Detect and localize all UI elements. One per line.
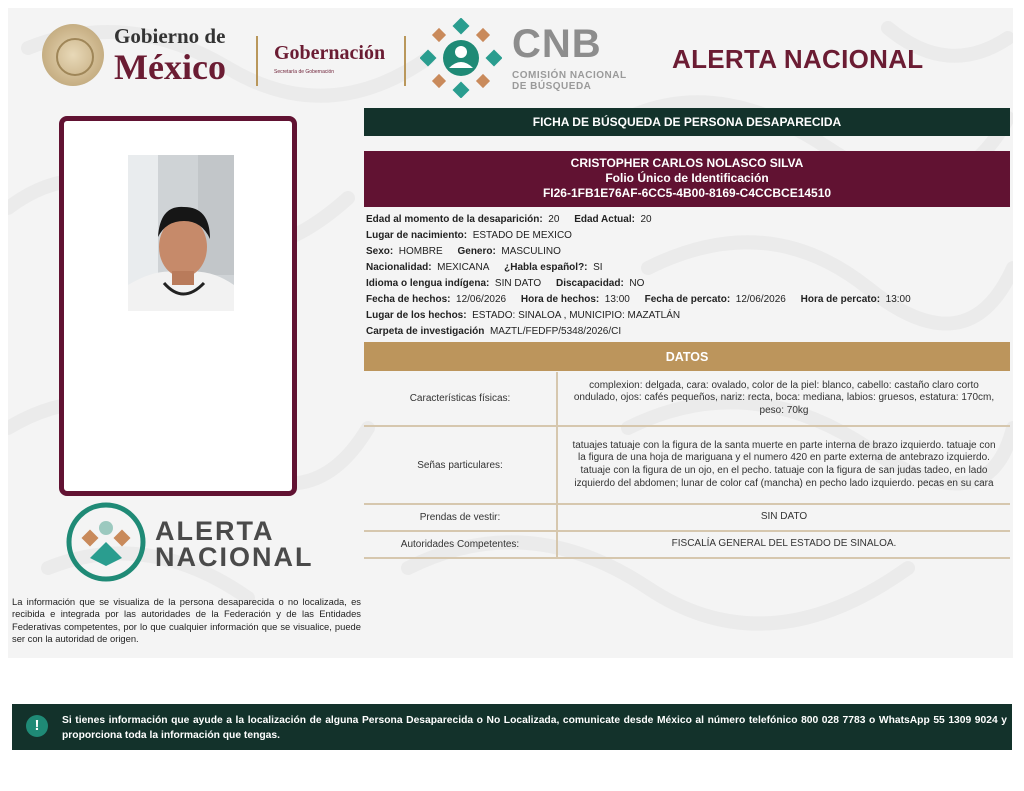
datos-header: DATOS: [364, 342, 1010, 371]
gob-line1: Gobierno de: [114, 23, 226, 48]
info-label: Edad Actual:: [574, 214, 635, 225]
alerta-nacional-emblem-icon: [66, 502, 146, 582]
datos-table: [364, 372, 1010, 559]
info-value: 20: [640, 214, 652, 225]
info-label: Fecha de hechos:: [366, 294, 451, 305]
cnb-line1: COMISIÓN NACIONAL: [512, 70, 627, 81]
info-row-fechas: [366, 294, 911, 305]
alerta-logo-line1: ALERTA: [155, 516, 275, 546]
gob-line2: México: [114, 46, 226, 87]
info-row-lugar: [366, 310, 680, 321]
info-label: Nacionalidad:: [366, 262, 432, 273]
info-label: Carpeta de investigación: [366, 326, 485, 337]
info-value: 12/06/2026: [735, 294, 786, 305]
info-value: NO: [629, 278, 645, 289]
info-value: 13:00: [604, 294, 630, 305]
info-row-lengua: [366, 278, 644, 289]
info-value: MASCULINO: [501, 246, 561, 257]
info-value: ESTADO: SINALOA , MUNICIPIO: MAZATLÁN: [472, 310, 681, 321]
ficha-title-bar: FICHA DE BÚSQUEDA DE PERSONA DESAPARECIDA: [364, 108, 1010, 136]
folio-label: Folio Único de Identificación: [605, 171, 769, 185]
alerta-logo-line2: NACIONAL: [155, 542, 314, 572]
info-value: SIN DATO: [494, 278, 542, 289]
person-name: CRISTOPHER CARLOS NOLASCO SILVA: [570, 156, 804, 170]
info-label: Discapacidad:: [556, 278, 624, 289]
row-label: Señas particulares:: [364, 426, 557, 504]
gobernacion-subtitle: Secretaría de Gobernación: [274, 69, 335, 75]
row-value: complexion: delgada, cara: ovalado, color de la piel: blanco, cabello: castaño claro corto ondulado, ojos: cafés pequeños, nariz: recta, boca: mediana, labios: gruesos, estatura: 170cm, peso: 70kg: [557, 372, 1010, 426]
info-value: SI: [593, 262, 603, 273]
info-row-sexo: [366, 246, 561, 257]
alerta-nacional-logo-text: [155, 518, 314, 570]
info-value: 12/06/2026: [456, 294, 507, 305]
person-identity-box: [364, 151, 1010, 207]
info-value: MEXICANA: [437, 262, 490, 273]
contact-text: Si tienes información que ayude a la localización de alguna Persona Desaparecida o No Localizada, comunicate desde México al número telefónico 800 028 7783 o WhatsApp 55 1309 9024 y proporciona toda la información que tengas.: [62, 715, 1007, 741]
page-title: ALERTA NACIONAL: [672, 44, 924, 74]
table-row: [364, 426, 1010, 504]
table-row: [364, 372, 1010, 426]
exclamation-icon: !: [26, 715, 48, 737]
row-label: Características físicas:: [364, 372, 557, 426]
info-label: Lugar de los hechos:: [366, 310, 467, 321]
national-seal-icon: [42, 24, 104, 86]
contact-footer: [12, 704, 1012, 750]
header-divider: [256, 36, 258, 86]
info-value: MAZTL/FEDFP/5348/2026/CI: [489, 326, 622, 337]
row-value: tatuajes tatuaje con la figura de la santa muerte en parte interna de brazo izquierdo. tatuaje con la figura de una hoja de mariguana y el numero 420 en parte externa de antebrazo izquierdo. tatuaje con la figura de un ojo, en el pecho. tatuaje con la figura de san judas tadeo, en lado izquierdo del abdomen; lunar de color caf (mancha) en pecho lado izquierdo. pecas en su cara: [557, 426, 1010, 504]
row-value: SIN DATO: [557, 504, 1010, 531]
info-row-nacionalidad: [366, 262, 603, 273]
header-divider: [404, 36, 406, 86]
disclaimer: La información que se visualiza de la persona desaparecida o no localizada, es recibida e integrada por las autoridades de la Federación y de las Entidades Federativas competentes, por lo que cualquier información que se visualice, puede ser con la autoridad de origen.: [12, 596, 361, 644]
info-value: 13:00: [885, 294, 911, 305]
info-label: Fecha de percato:: [644, 294, 731, 305]
gobernacion-title: Gobernación: [274, 42, 386, 64]
cnb-acronym: CNB: [512, 22, 602, 66]
cnb-emblem-icon: [420, 18, 502, 98]
info-row-edad: [366, 214, 652, 225]
info-label: ¿Habla español?:: [504, 262, 588, 273]
table-row: [364, 504, 1010, 531]
row-label: Autoridades Competentes:: [364, 531, 557, 558]
info-row-carpeta: [366, 326, 621, 337]
gobernacion-logo: [274, 42, 385, 75]
info-label: Hora de percato:: [800, 294, 881, 305]
person-photo: [128, 155, 234, 311]
info-row-nacimiento: [366, 230, 572, 241]
info-label: Hora de hechos:: [520, 294, 600, 305]
row-label: Prendas de vestir:: [364, 504, 557, 531]
info-label: Genero:: [457, 246, 496, 257]
info-value: 20: [548, 214, 560, 225]
cnb-line2: DE BÚSQUEDA: [512, 81, 592, 92]
info-value: HOMBRE: [398, 246, 443, 257]
info-label: Idioma o lengua indígena:: [366, 278, 490, 289]
gobierno-de-mexico-logo: [42, 24, 226, 86]
cnb-logo-text: [512, 24, 627, 92]
info-label: Edad al momento de la desaparición:: [366, 214, 543, 225]
row-value: FISCALÍA GENERAL DEL ESTADO DE SINALOA.: [557, 531, 1010, 558]
info-label: Lugar de nacimiento:: [366, 230, 468, 241]
info-value: ESTADO DE MEXICO: [472, 230, 572, 241]
info-label: Sexo:: [366, 246, 394, 257]
folio-value: FI26-1FB1E76AF-6CC5-4B00-8169-C4CCBCE14510: [542, 186, 832, 200]
table-row: [364, 531, 1010, 558]
